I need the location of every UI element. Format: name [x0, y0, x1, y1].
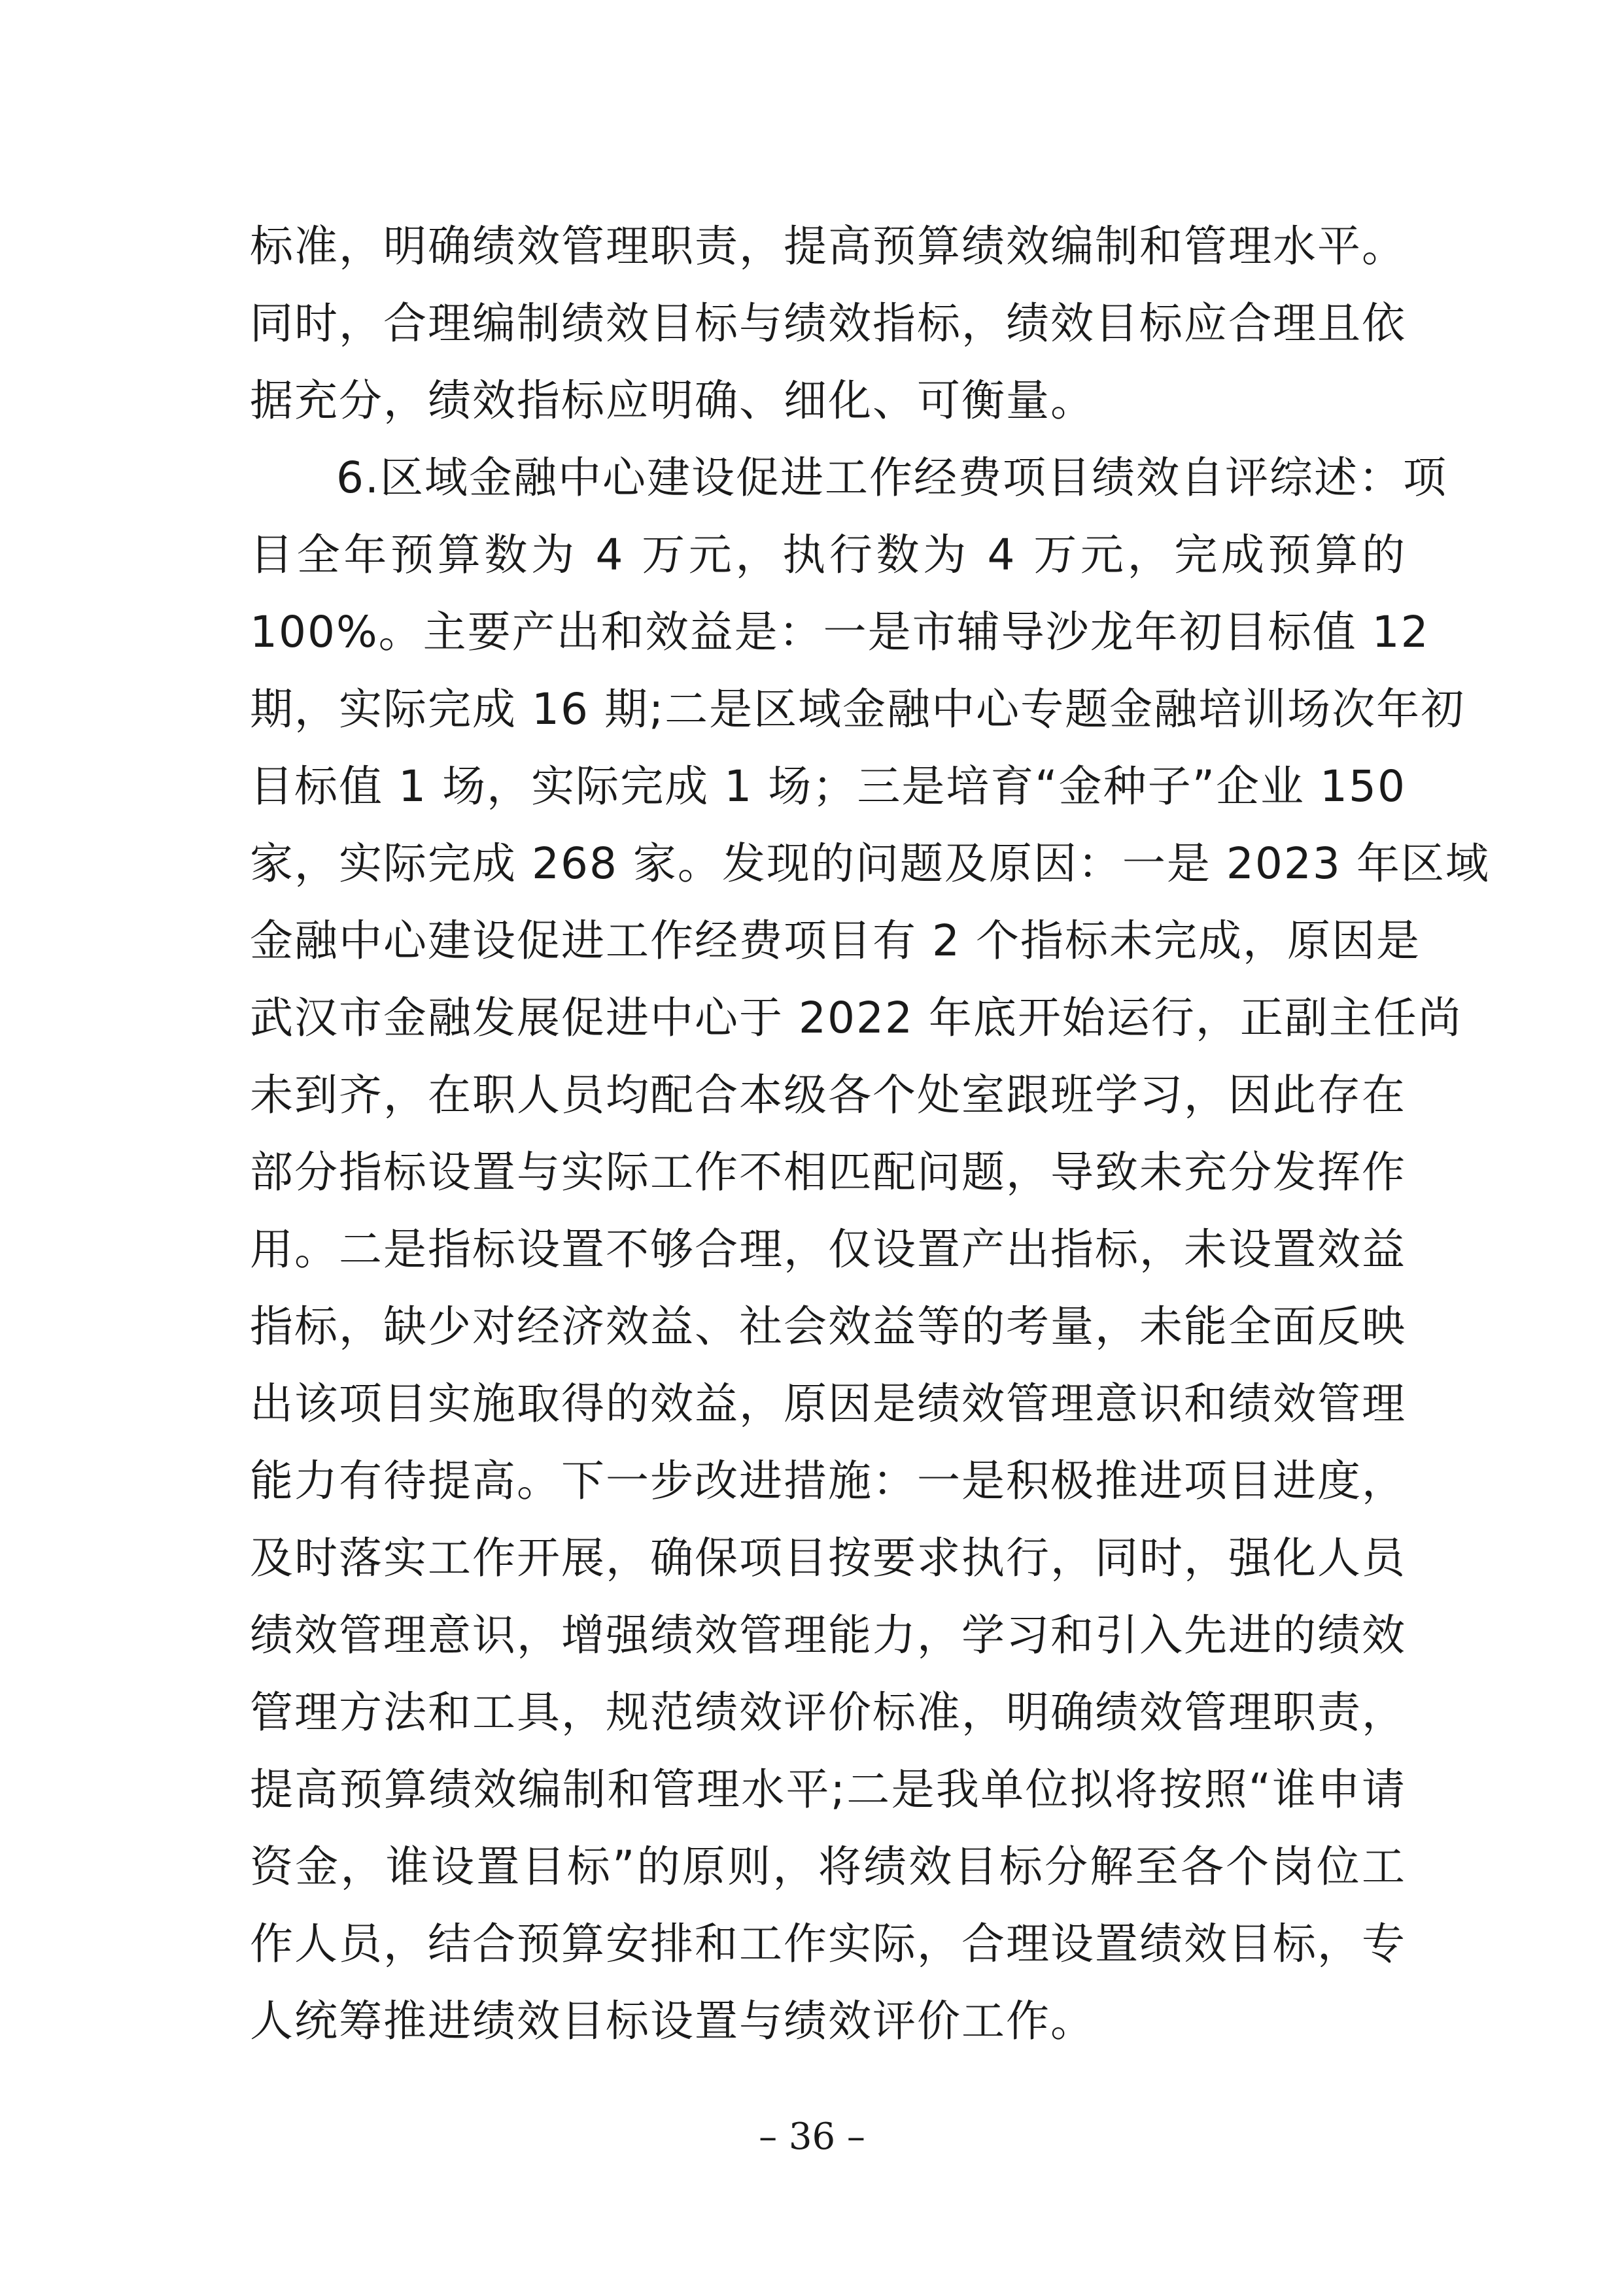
text-line: 能力有待提高。下一步改进措施：一是积极推进项目进度， — [250, 1456, 1406, 1506]
text-line: 资金，谁设置目标”的原则，将绩效目标分解至各个岗位工 — [250, 1842, 1406, 1892]
text-line: 武汉市金融发展促进中心于 2022 年底开始运行，正副主任尚 — [250, 993, 1462, 1043]
text-line: 金融中心建设促进工作经费项目有 2 个指标未完成，原因是 — [250, 916, 1421, 966]
page-number: – 36 – — [759, 2116, 865, 2158]
body-text — [250, 208, 1490, 2060]
text-line: 标准，明确绩效管理职责，提高预算绩效编制和管理水平。 — [250, 221, 1406, 271]
text-line: 及时落实工作开展，确保项目按要求执行，同时，强化人员 — [250, 1533, 1406, 1583]
text-line: 同时，合理编制绩效目标与绩效指标，绩效目标应合理且依 — [250, 298, 1406, 349]
text-line: 目标值 1 场，实际完成 1 场；三是培育“金种子”企业 150 — [250, 761, 1406, 812]
text-line: 出该项目实施取得的效益，原因是绩效管理意识和绩效管理 — [250, 1379, 1406, 1429]
text-line: 指标，缺少对经济效益、社会效益等的考量，未能全面反映 — [250, 1301, 1406, 1352]
text-line: 未到齐，在职人员均配合本级各个处室跟班学习，因此存在 — [250, 1070, 1406, 1120]
text-line: 绩效管理意识，增强绩效管理能力，学习和引入先进的绩效 — [250, 1610, 1406, 1660]
section-6-heading-line: 6.区域金融中心建设促进工作经费项目绩效自评综述：项 — [336, 453, 1447, 503]
text-line: 管理方法和工具，规范绩效评价标准，明确绩效管理职责， — [250, 1687, 1406, 1738]
text-line: 用。二是指标设置不够合理，仅设置产出指标，未设置效益 — [250, 1224, 1406, 1275]
text-line: 人统筹推进绩效目标设置与绩效评价工作。 — [250, 1996, 1095, 2046]
text-line: 100%。主要产出和效益是：一是市辅导沙龙年初目标值 12 — [250, 607, 1430, 657]
text-line: 期，实际完成 16 期;二是区域金融中心专题金融培训场次年初 — [250, 684, 1466, 734]
text-line: 部分指标设置与实际工作不相匹配问题，导致未充分发挥作 — [250, 1147, 1406, 1197]
text-line: 作人员，结合预算安排和工作实际，合理设置绩效目标，专 — [250, 1919, 1406, 1969]
text-line: 据充分，绩效指标应明确、细化、可衡量。 — [250, 375, 1095, 426]
text-line: 提高预算绩效编制和管理水平;二是我单位拟将按照“谁申请 — [250, 1764, 1406, 1815]
text-line: 家，实际完成 268 家。发现的问题及原因：一是 2023 年区域 — [250, 838, 1490, 889]
text-line: 目全年预算数为 4 万元，执行数为 4 万元，完成预算的 — [250, 530, 1406, 580]
